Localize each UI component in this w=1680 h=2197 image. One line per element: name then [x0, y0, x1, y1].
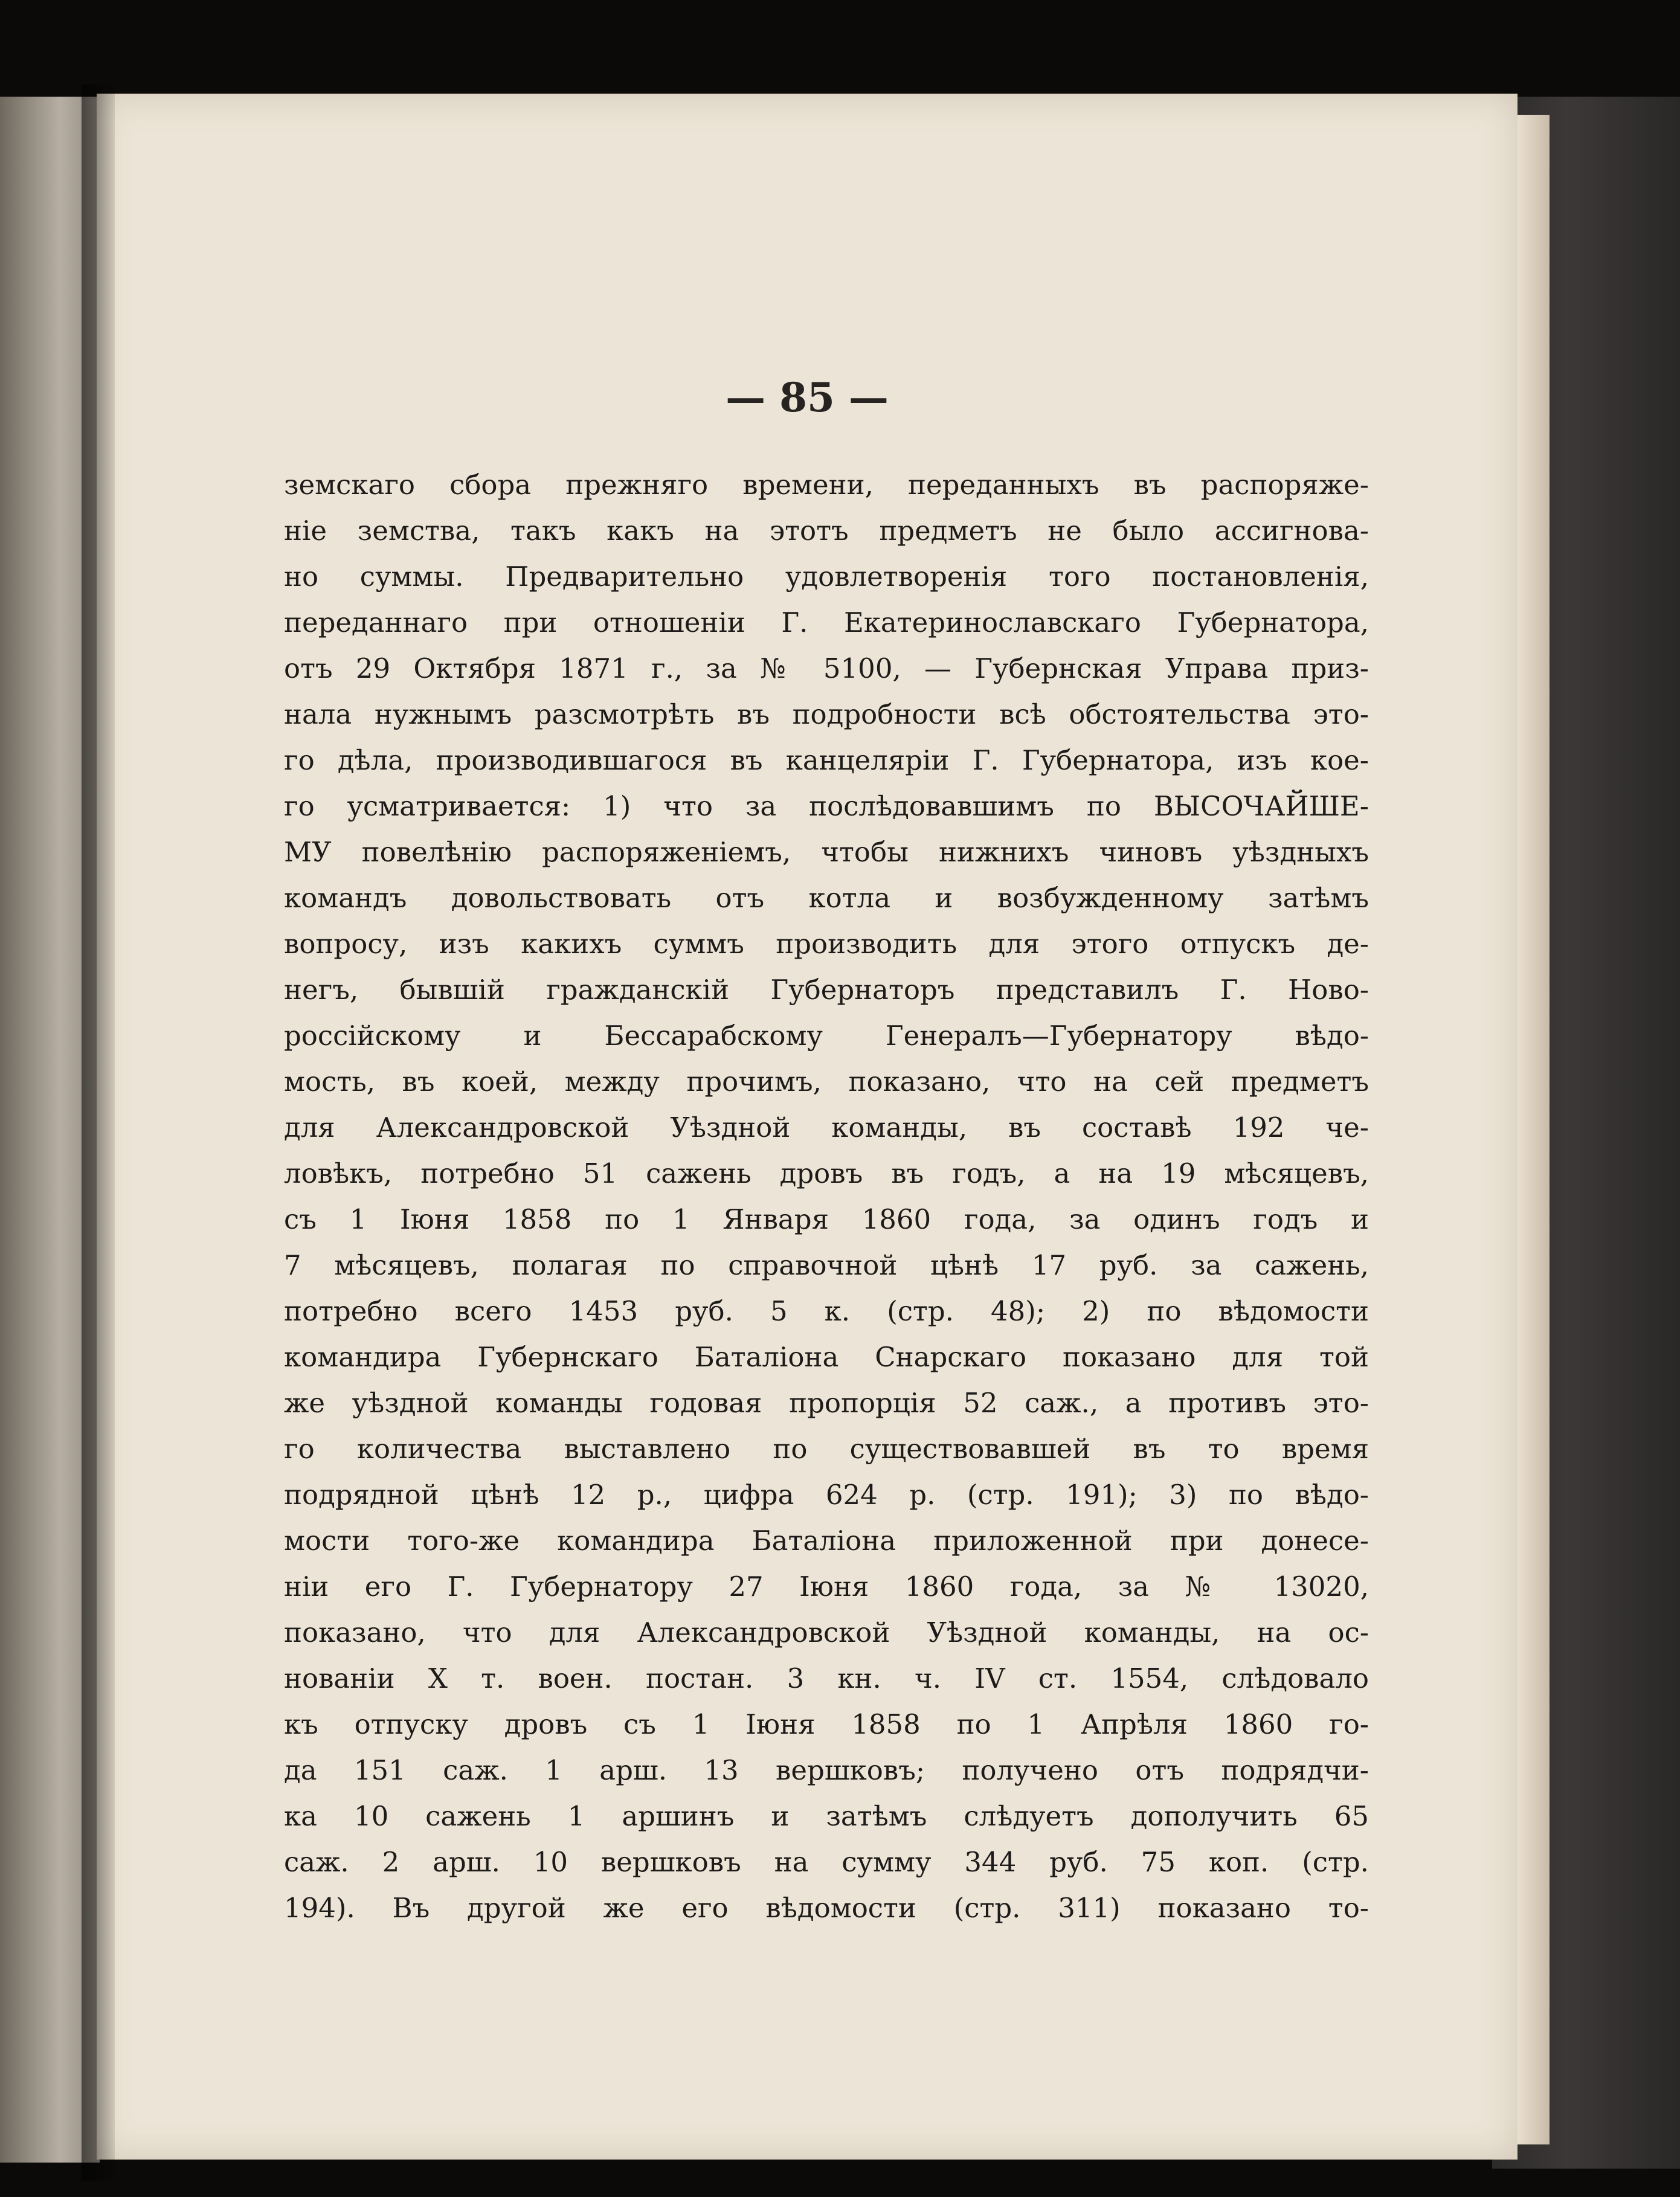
- text-line: нала нужнымъ разсмотрѣть въ подробности всѣ обстоятельства это-: [284, 698, 1369, 730]
- text-line: земскаго сбора прежняго времени, переданныхъ въ распоряже-: [284, 469, 1369, 501]
- text-line: негъ, бывшій гражданскій Губернаторъ представилъ Г. Ново-: [284, 974, 1369, 1006]
- text-line: ніе земства, такъ какъ на этотъ предметъ не было ассигнова-: [284, 515, 1369, 547]
- text-line: ка 10 сажень 1 аршинъ и затѣмъ слѣдуетъ дополучить 65: [284, 1800, 1369, 1832]
- text-line: переданнаго при отношеніи Г. Екатеринославскаго Губернатора,: [284, 606, 1369, 639]
- text-line: подрядной цѣнѣ 12 р., цифра 624 р. (стр. 191); 3) по вѣдо-: [284, 1479, 1369, 1511]
- text-line: МУ повелѣнію распоряженіемъ, чтобы нижнихъ чиновъ уѣздныхъ: [284, 836, 1369, 868]
- text-line: же уѣздной команды годовая пропорція 52 саж., а противъ это-: [284, 1387, 1369, 1419]
- text-line: показано, что для Александровской Уѣздной команды, на ос-: [284, 1616, 1369, 1649]
- body-text: [284, 462, 1369, 1931]
- text-line: го количества выставлено по существовавшей въ то время: [284, 1433, 1369, 1465]
- text-line: да 151 саж. 1 арш. 13 вершковъ; получено отъ подрядчи-: [284, 1754, 1369, 1786]
- text-line: мость, въ коей, между прочимъ, показано, что на сей предметъ: [284, 1066, 1369, 1098]
- text-line: отъ 29 Октября 1871 г., за № 5100, — Губернская Управа приз-: [284, 652, 1369, 684]
- text-line: вопросу, изъ какихъ суммъ производить для этого отпускъ де-: [284, 928, 1369, 960]
- page-number: — 85 —: [726, 374, 889, 421]
- text-line: 194). Въ другой же его вѣдомости (стр. 311) показано то-: [284, 1892, 1369, 1924]
- text-line: съ 1 Іюня 1858 по 1 Января 1860 года, за одинъ годъ и: [284, 1203, 1369, 1235]
- text-line: ловѣкъ, потребно 51 сажень дровъ въ годъ, а на 19 мѣсяцевъ,: [284, 1157, 1369, 1189]
- text-line: потребно всего 1453 руб. 5 к. (стр. 48); 2) по вѣдомости: [284, 1295, 1369, 1327]
- text-line: 7 мѣсяцевъ, полагая по справочной цѣнѣ 17 руб. за сажень,: [284, 1249, 1369, 1281]
- text-line: нованіи X т. воен. постан. 3 кн. ч. IV ст. 1554, слѣдовало: [284, 1662, 1369, 1694]
- text-line: для Александровской Уѣздной команды, въ составѣ 192 че-: [284, 1111, 1369, 1144]
- text-line: командъ довольствовать отъ котла и возбужденному затѣмъ: [284, 882, 1369, 914]
- text-line: россійскому и Бессарабскому Генералъ—Губернатору вѣдо-: [284, 1020, 1369, 1052]
- text-line: го дѣла, производившагося въ канцеляріи Г. Губернатора, изъ кое-: [284, 744, 1369, 776]
- text-line: но суммы. Предварительно удовлетворенія того постановленія,: [284, 561, 1369, 593]
- text-line: ніи его Г. Губернатору 27 Іюня 1860 года, за № 13020,: [284, 1571, 1369, 1603]
- text-line: мости того-же командира Баталіона приложенной при донесе-: [284, 1525, 1369, 1557]
- text-line: командира Губернскаго Баталіона Снарскаго показано для той: [284, 1341, 1369, 1373]
- text-line: саж. 2 арш. 10 вершковъ на сумму 344 руб. 75 коп. (стр.: [284, 1846, 1369, 1878]
- text-line: го усматривается: 1) что за послѣдовавшимъ по ВЫСОЧАЙШЕ-: [284, 790, 1369, 822]
- book-gutter-shadow: [82, 85, 115, 2181]
- book-page: [97, 94, 1517, 2160]
- text-line: къ отпуску дровъ съ 1 Іюня 1858 по 1 Апрѣля 1860 го-: [284, 1708, 1369, 1740]
